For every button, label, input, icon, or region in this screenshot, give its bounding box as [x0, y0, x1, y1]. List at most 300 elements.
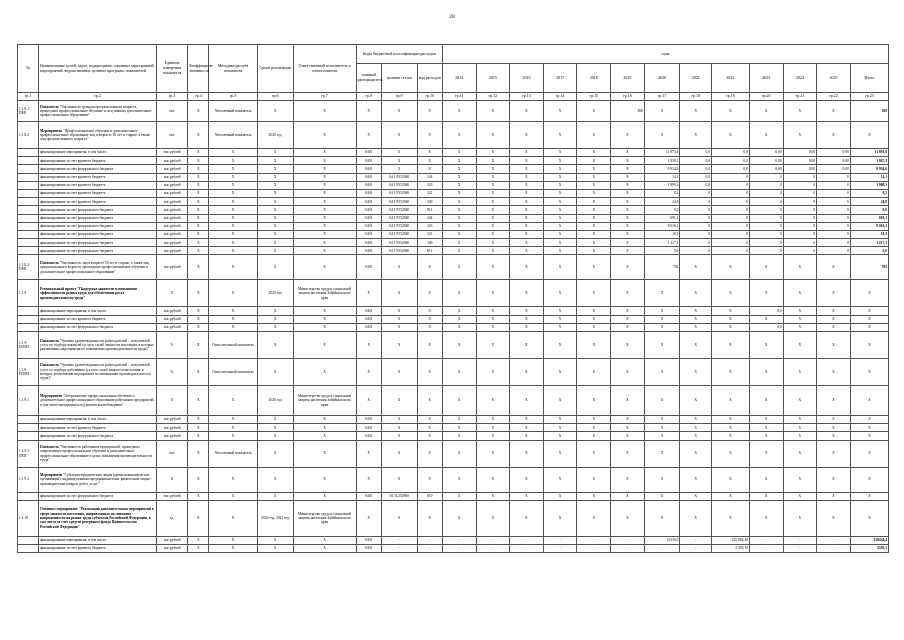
row-coef: X — [188, 247, 209, 255]
column-number: гр.15 — [577, 93, 611, 101]
row-unit: тыс.рублей — [156, 247, 188, 255]
row-value: X — [442, 149, 476, 157]
row-kbk: 0401 — [356, 206, 381, 214]
row-value: X — [680, 255, 712, 280]
row-kbk: X — [417, 386, 442, 416]
row-resp: X — [293, 230, 356, 238]
row-value: X — [510, 189, 544, 197]
row-method: X — [209, 500, 257, 536]
row-value: 9 934,6 — [644, 165, 680, 173]
row-terms: X — [257, 230, 293, 238]
row-value: X — [476, 359, 510, 386]
table-row — [18, 149, 889, 157]
table-row — [18, 157, 889, 165]
row-value: X — [611, 307, 645, 315]
row-kbk: X — [417, 149, 442, 157]
row-value: X — [510, 432, 544, 440]
row-coef: X — [188, 101, 209, 122]
row-value: X — [577, 500, 611, 536]
row-value: X — [543, 181, 577, 189]
row-coef: X — [188, 467, 209, 492]
row-value: X — [850, 323, 888, 331]
row-id — [18, 239, 39, 247]
row-value: 1 947,2 — [850, 157, 888, 165]
row-value: X — [577, 492, 611, 500]
row-method: X — [209, 280, 257, 307]
row-method: X — [209, 149, 257, 157]
row-value: X — [543, 315, 577, 323]
row-value: 9 934,6 — [850, 165, 888, 173]
row-value: 0,0 — [850, 247, 888, 255]
row-value: X — [510, 255, 544, 280]
row-id — [18, 173, 39, 181]
row-value: X — [577, 315, 611, 323]
row-value: X — [749, 492, 783, 500]
table-row — [18, 255, 889, 280]
row-value: X — [611, 386, 645, 416]
row-id — [18, 222, 39, 230]
row-value: X — [611, 239, 645, 247]
row-value: X — [783, 440, 817, 467]
row-kbk: X — [417, 432, 442, 440]
row-terms: 2020 год, 2021 год — [257, 500, 293, 536]
row-value: X — [611, 332, 645, 359]
row-kbk: X — [381, 280, 417, 307]
row-value: - — [783, 544, 817, 552]
row-method: X — [209, 323, 257, 331]
row-kbk: X — [417, 440, 442, 467]
row-value: X — [680, 440, 712, 467]
row-value: X — [644, 101, 680, 122]
row-method: X — [209, 230, 257, 238]
row-id — [18, 323, 39, 331]
row-method: Абсолютный показатель — [209, 440, 257, 467]
row-value: X — [476, 181, 510, 189]
row-unit: тыс.рублей — [156, 307, 188, 315]
column-number: гр.8 — [356, 93, 381, 101]
row-value: X — [476, 315, 510, 323]
row-value: 0,0 — [680, 173, 712, 181]
row-name: финансирование за счет краевого бюджета — [39, 181, 157, 189]
column-number: гр.1 — [18, 93, 39, 101]
row-value: X — [442, 230, 476, 238]
row-terms: X — [257, 536, 293, 544]
row-value: X — [510, 424, 544, 432]
row-value: X — [783, 122, 817, 149]
row-name: финансирование за счет краевого бюджета — [39, 544, 157, 552]
row-value: X — [644, 492, 680, 500]
row-name: финансирование мероприятия, в том числе: — [39, 149, 157, 157]
row-id — [18, 198, 39, 206]
row-coef: X — [188, 165, 209, 173]
row-method: Относительный показатель — [209, 332, 257, 359]
row-name: финансирование за счет краевого бюджета — [39, 315, 157, 323]
row-value: X — [644, 424, 680, 432]
row-value: 10,3 — [644, 230, 680, 238]
row-kbk: 340 — [417, 239, 442, 247]
row-value: X — [712, 332, 750, 359]
row-terms: X — [257, 239, 293, 247]
header-year: 2016 — [510, 64, 544, 93]
row-value: X — [476, 440, 510, 467]
row-value: X — [577, 424, 611, 432]
row-value: X — [476, 332, 510, 359]
row-unit: тыс.рублей — [156, 239, 188, 247]
row-value: 0,0 — [680, 157, 712, 165]
row-unit: тыс.рублей — [156, 189, 188, 197]
row-value: - — [611, 536, 645, 544]
row-kbk: 244 — [417, 214, 442, 222]
row-value: - — [577, 544, 611, 552]
row-value: X — [543, 149, 577, 157]
row-value: X — [680, 467, 712, 492]
row-name: финансирование за счет федерального бюджета — [39, 239, 157, 247]
row-unit: тыс.рублей — [156, 222, 188, 230]
row-value: - — [749, 536, 783, 544]
row-unit: тыс.рублей — [156, 206, 188, 214]
row-name: финансирование за счет федерального бюджета — [39, 222, 157, 230]
row-kbk: X — [356, 386, 381, 416]
row-value: X — [442, 239, 476, 247]
row-value: X — [712, 492, 750, 500]
table-row — [18, 214, 889, 222]
row-coef: X — [188, 181, 209, 189]
row-value: 8 016,1 — [850, 222, 888, 230]
table-row — [18, 173, 889, 181]
row-value: 691,1 — [850, 214, 888, 222]
row-kbk: X — [417, 323, 442, 331]
row-value: X — [850, 386, 888, 416]
row-resp: X — [293, 432, 356, 440]
row-terms: X — [257, 467, 293, 492]
row-coef: X — [188, 149, 209, 157]
row-value: X — [577, 101, 611, 122]
row-value: X — [850, 424, 888, 432]
row-kbk: X — [381, 467, 417, 492]
row-terms: X — [257, 173, 293, 181]
row-value: X — [510, 157, 544, 165]
row-value: X — [476, 157, 510, 165]
row-value: X — [817, 424, 851, 432]
row-value: X — [577, 416, 611, 424]
row-terms: 2020 год — [257, 280, 293, 307]
row-value: X — [680, 432, 712, 440]
row-method: X — [209, 222, 257, 230]
row-terms: X — [257, 359, 293, 386]
row-coef: X — [188, 239, 209, 247]
row-value: - — [543, 544, 577, 552]
row-resp: X — [293, 544, 356, 552]
row-resp: X — [293, 424, 356, 432]
row-value: X — [783, 467, 817, 492]
row-value: X — [680, 492, 712, 500]
row-kbk: 0401 — [356, 214, 381, 222]
row-value: 0 — [712, 247, 750, 255]
row-value: X — [543, 323, 577, 331]
table-row — [18, 500, 889, 536]
row-value: 0,00 — [749, 157, 783, 165]
row-value: X — [510, 467, 544, 492]
header-terms: Сроки реализации — [257, 45, 293, 93]
row-value: X — [850, 307, 888, 315]
row-value: X — [543, 359, 577, 386]
row-kbk: X — [417, 315, 442, 323]
row-method: X — [209, 239, 257, 247]
row-name: Региональный проект "Поддержка занятости и повышение эффективности рынка труда для обеспечения роста производительности труда" — [39, 280, 157, 307]
column-number: гр.19 — [712, 93, 750, 101]
row-value: X — [712, 424, 750, 432]
row-value: X — [850, 492, 888, 500]
header-year: 2021 — [680, 64, 712, 93]
row-value: X — [442, 255, 476, 280]
row-value: 0 — [680, 189, 712, 197]
row-kbk: X — [381, 165, 417, 173]
row-kbk: 811 — [417, 206, 442, 214]
row-value: X — [510, 500, 544, 536]
row-value: 0 — [783, 189, 817, 197]
row-id: 1.1.8.1-ПМ1 — [18, 101, 39, 122]
row-value: - — [680, 544, 712, 552]
row-value: X — [850, 359, 888, 386]
row-kbk: 0401 — [356, 181, 381, 189]
row-value: X — [817, 440, 851, 467]
row-kbk: 0401 — [356, 536, 381, 544]
row-value: X — [442, 280, 476, 307]
row-resp: X — [293, 467, 356, 492]
column-numbers-row — [18, 93, 889, 101]
row-value: X — [510, 492, 544, 500]
row-value: X — [543, 424, 577, 432]
column-number: гр.16 — [611, 93, 645, 101]
row-method: Абсолютный показатель — [209, 101, 257, 122]
row-kbk: X — [381, 500, 417, 536]
row-terms: X — [257, 432, 293, 440]
row-name: финансирование мероприятия, в том числе: — [39, 416, 157, 424]
row-value: X — [442, 173, 476, 181]
row-resp: X — [293, 359, 356, 386]
row-value: X — [783, 492, 817, 500]
row-id — [18, 492, 39, 500]
row-value: X — [611, 280, 645, 307]
row-id: 1.1.9.1 — [18, 386, 39, 416]
row-kbk: 04 1 P352940 — [381, 181, 417, 189]
row-value: X — [543, 500, 577, 536]
table-row — [18, 280, 889, 307]
row-value: X — [611, 247, 645, 255]
row-resp: X — [293, 157, 356, 165]
row-kbk: 0401 — [356, 492, 381, 500]
row-value: X — [543, 165, 577, 173]
row-unit: тыс.рублей — [156, 181, 188, 189]
row-value: 0 — [712, 189, 750, 197]
row-kbk: X — [417, 500, 442, 536]
row-id: 1.1.9 — [18, 280, 39, 307]
row-value: 0 — [749, 181, 783, 189]
row-value: 2359,1 — [850, 544, 888, 552]
row-resp: X — [293, 189, 356, 197]
row-value: X — [783, 386, 817, 416]
row-value: 0 — [749, 198, 783, 206]
table-row — [18, 332, 889, 359]
row-value: 0,00 — [749, 149, 783, 157]
row-name: финансирование за счет федерального бюджета — [39, 492, 157, 500]
row-unit: % — [156, 332, 188, 359]
row-method: X — [209, 467, 257, 492]
row-value: X — [442, 198, 476, 206]
row-resp: X — [293, 206, 356, 214]
row-value: 0 — [783, 198, 817, 206]
row-value: X — [783, 307, 817, 315]
row-value: 0,2 — [850, 189, 888, 197]
row-coef: X — [188, 222, 209, 230]
row-resp: X — [293, 536, 356, 544]
row-value: 0 — [712, 206, 750, 214]
row-value: X — [712, 432, 750, 440]
row-value: - — [442, 536, 476, 544]
row-value: X — [644, 359, 680, 386]
row-name: Показатель "Уровень удовлетворенности работодателей – получателей услуг по подбору вакансий (услуги служб занятости населения, в которых реализованы мероприятия по повышению производительности труда)" — [39, 332, 157, 359]
row-value: X — [680, 359, 712, 386]
row-value: 0 — [749, 230, 783, 238]
row-name: финансирование за счет федерального бюджета — [39, 323, 157, 331]
table-row — [18, 492, 889, 500]
table-row — [18, 386, 889, 416]
row-kbk: 323 — [417, 222, 442, 230]
row-resp: X — [293, 440, 356, 467]
row-value: - — [817, 544, 851, 552]
row-value: X — [577, 247, 611, 255]
row-kbk: 04 1 P352940 — [381, 222, 417, 230]
row-kbk: 04 1 P352940 — [381, 214, 417, 222]
row-value: 0 — [749, 222, 783, 230]
row-name: Основное мероприятие "Реализация дополнительных мероприятий в сфере занятости населения, направленных на снижение напряженности на рынке труда субъектов Российской Федерации, в том числе за счет средств резервного фонда Правительства Российской Федерации" — [39, 500, 157, 536]
row-coef: X — [188, 198, 209, 206]
row-terms: 2020 год — [257, 386, 293, 416]
row-unit: тыс.рублей — [156, 149, 188, 157]
row-terms: X — [257, 149, 293, 157]
row-value: X — [749, 440, 783, 467]
row-kbk: 323 — [417, 181, 442, 189]
row-value: X — [442, 206, 476, 214]
row-value: X — [543, 432, 577, 440]
row-value: 24,8 — [644, 198, 680, 206]
table-row — [18, 536, 889, 544]
row-resp: X — [293, 255, 356, 280]
row-name: финансирование за счет федерального бюджета — [39, 247, 157, 255]
row-value: X — [510, 239, 544, 247]
row-value: X — [611, 315, 645, 323]
row-value: X — [577, 189, 611, 197]
column-number: гр.5 — [209, 93, 257, 101]
row-unit: тыс.рублей — [156, 544, 188, 552]
row-id — [18, 157, 39, 165]
row-value: X — [749, 359, 783, 386]
row-name: Мероприятие "Опережающее профессиональное обучение и дополнительное профессиональное образование работников предприятий, в том числе находящихся под риском высвобождения" — [39, 386, 157, 416]
row-coef: X — [188, 230, 209, 238]
row-kbk: 0401 — [356, 255, 381, 280]
row-unit: тыс.рублей — [156, 323, 188, 331]
row-value: 0,00 — [749, 165, 783, 173]
row-coef: X — [188, 189, 209, 197]
row-terms: X — [257, 307, 293, 315]
row-id — [18, 189, 39, 197]
table-row — [18, 222, 889, 230]
row-value: X — [850, 122, 888, 149]
row-value: X — [577, 230, 611, 238]
row-value: 14,1 — [644, 173, 680, 181]
row-value: X — [850, 432, 888, 440]
row-kbk: 0401 — [356, 416, 381, 424]
row-value: - — [680, 536, 712, 544]
row-value: 0,0 — [749, 307, 783, 315]
row-value: X — [749, 424, 783, 432]
row-coef: X — [188, 492, 209, 500]
row-value: X — [749, 386, 783, 416]
row-unit: чел. — [156, 101, 188, 122]
row-name: финансирование за счет краевого бюджета — [39, 198, 157, 206]
row-value: X — [476, 149, 510, 157]
row-value: X — [749, 332, 783, 359]
row-value: X — [850, 416, 888, 424]
row-value: X — [510, 181, 544, 189]
row-value: X — [510, 440, 544, 467]
row-value: X — [817, 467, 851, 492]
row-terms: X — [257, 214, 293, 222]
row-unit: тыс.рублей — [156, 492, 188, 500]
row-kbk: X — [381, 122, 417, 149]
row-coef: X — [188, 359, 209, 386]
row-kbk: 0401 — [356, 315, 381, 323]
row-value: X — [442, 332, 476, 359]
row-value: X — [510, 416, 544, 424]
row-kbk: X — [381, 315, 417, 323]
row-id: 1.1.9.2 — [18, 467, 39, 492]
row-value: - — [510, 544, 544, 552]
row-value: X — [543, 214, 577, 222]
row-id: 1.1.9.1-ПМ1 — [18, 440, 39, 467]
row-name: финансирование за счет краевого бюджета — [39, 173, 157, 181]
row-unit: тыс.рублей — [156, 432, 188, 440]
row-method: X — [209, 432, 257, 440]
row-coef: X — [188, 500, 209, 536]
row-resp: X — [293, 416, 356, 424]
row-value: X — [442, 323, 476, 331]
row-value: 0 — [749, 173, 783, 181]
row-value: X — [577, 206, 611, 214]
row-name: финансирование мероприятия, в том числе: — [39, 536, 157, 544]
row-value: X — [577, 149, 611, 157]
row-value: X — [611, 432, 645, 440]
row-value: X — [680, 101, 712, 122]
row-value: X — [476, 492, 510, 500]
row-value: X — [680, 386, 712, 416]
row-resp: Министерство труда и социальной защиты населения Забайкальского края — [293, 386, 356, 416]
row-value: - — [476, 536, 510, 544]
row-method: X — [209, 189, 257, 197]
row-kbk: 04 1 P352940 — [381, 230, 417, 238]
row-value: X — [712, 280, 750, 307]
row-value: X — [577, 280, 611, 307]
row-coef: X — [188, 536, 209, 544]
row-value: 702 — [850, 255, 888, 280]
table-row — [18, 359, 889, 386]
row-value: X — [611, 359, 645, 386]
row-value: 1 899,3 — [644, 181, 680, 189]
row-value: X — [611, 255, 645, 280]
row-value: 0 — [749, 214, 783, 222]
row-terms: X — [257, 255, 293, 280]
row-kbk: 04 1 P352940 — [381, 206, 417, 214]
